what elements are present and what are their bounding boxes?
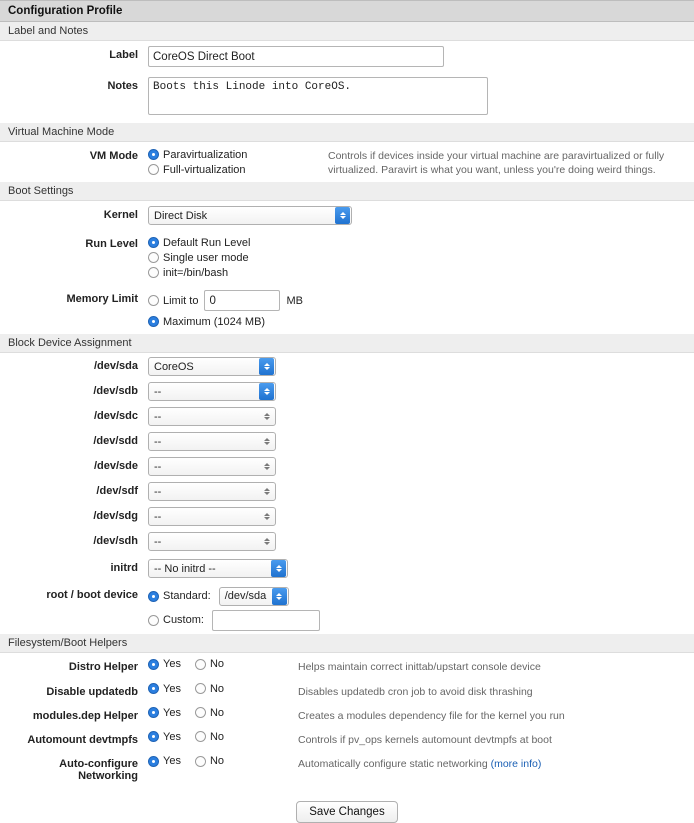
page-title: Configuration Profile	[0, 0, 694, 22]
chevron-updown-icon[interactable]	[272, 588, 287, 605]
run-level-row	[0, 230, 694, 285]
helper-label-auto-configure-networking: Auto-configure Networking	[59, 758, 138, 783]
root-boot-device-options	[148, 586, 694, 630]
device-row-sdc	[0, 403, 694, 428]
helper-row-disable-updatedb	[0, 678, 694, 702]
device-control-sdc	[148, 407, 694, 426]
chevron-updown-icon[interactable]	[259, 483, 274, 500]
helper-yes-label: Yes	[163, 682, 181, 695]
kernel-select-value: Direct Disk	[154, 209, 208, 222]
helper-no-modules-dep[interactable]	[195, 707, 224, 719]
memory-limit-option-maximum-label: Maximum (1024 MB)	[163, 315, 266, 328]
root-standard-select[interactable]	[219, 587, 289, 606]
device-select-sde-value: --	[154, 460, 162, 473]
device-row-sdd	[0, 428, 694, 453]
section-block-device-assignment: Block Device Assignment	[0, 334, 694, 353]
save-button-container	[0, 785, 694, 823]
device-control-sdg	[148, 507, 694, 526]
device-select-sdb-value: --	[154, 385, 162, 398]
device-select-sdf[interactable]	[148, 482, 276, 501]
radio-icon[interactable]	[148, 164, 159, 175]
device-select-sda[interactable]	[148, 357, 276, 376]
device-select-sdc[interactable]	[148, 407, 276, 426]
notes-row	[0, 72, 694, 123]
initrd-select[interactable]	[148, 559, 288, 578]
device-label-sdd: /dev/sdd	[93, 435, 138, 448]
root-standard-label: Standard:	[163, 590, 211, 603]
radio-icon[interactable]	[148, 295, 159, 306]
vm-mode-row	[0, 142, 694, 182]
helper-label-modules-dep: modules.dep Helper	[32, 709, 138, 722]
vm-mode-option-fullvirt-label: Full-virtualization	[163, 163, 246, 176]
memory-limit-option-limit[interactable]	[148, 290, 694, 311]
radio-icon[interactable]	[148, 591, 159, 602]
vm-mode-option-paravirt[interactable]	[148, 147, 328, 162]
device-row-sda	[0, 353, 694, 378]
device-select-sde[interactable]	[148, 457, 276, 476]
device-control-sda	[148, 357, 694, 376]
vm-mode-options	[148, 147, 328, 177]
device-select-sdh-value: --	[154, 535, 162, 548]
helper-label-disable-updatedb: Disable updatedb	[46, 685, 138, 698]
device-control-sdf	[148, 482, 694, 501]
run-level-option-initbash-label: init=/bin/bash	[163, 266, 229, 279]
device-control-sdd	[148, 432, 694, 451]
device-select-sda-value: CoreOS	[154, 360, 194, 373]
label-field-label: Label	[109, 49, 138, 61]
memory-limit-option-maximum[interactable]	[148, 314, 694, 329]
device-control-sdb	[148, 382, 694, 401]
section-label-and-notes: Label and Notes	[0, 22, 694, 41]
helper-yes-distro-helper[interactable]	[148, 658, 181, 670]
device-row-sdg	[0, 503, 694, 528]
device-row-sdb	[0, 378, 694, 403]
root-standard-select-value: /dev/sda	[224, 590, 267, 603]
run-level-option-single-label: Single user mode	[163, 251, 249, 264]
notes-field-label: Notes	[107, 80, 138, 92]
chevron-updown-icon[interactable]	[335, 207, 350, 224]
helper-label-distro-helper: Distro Helper	[68, 661, 138, 674]
run-level-option-initbash[interactable]	[148, 265, 694, 280]
root-custom-input[interactable]	[212, 610, 320, 631]
helper-no-auto-configure-networking[interactable]	[195, 755, 224, 767]
save-changes-button[interactable]: Save Changes	[296, 801, 397, 823]
radio-icon[interactable]	[148, 615, 159, 626]
memory-limit-options	[148, 290, 694, 329]
device-select-sdd[interactable]	[148, 432, 276, 451]
chevron-updown-icon[interactable]	[259, 358, 274, 375]
run-level-option-default[interactable]	[148, 235, 694, 250]
helper-no-label: No	[209, 706, 225, 719]
helper-toggle-modules-dep	[148, 707, 298, 719]
helper-row-distro-helper	[0, 653, 694, 677]
vm-mode-label: VM Mode	[89, 150, 138, 162]
section-virtual-machine-mode: Virtual Machine Mode	[0, 123, 694, 142]
device-select-sdd-value: --	[154, 435, 162, 448]
run-level-option-single[interactable]	[148, 250, 694, 265]
device-row-sdh	[0, 528, 694, 553]
device-control-sdh	[148, 532, 694, 551]
radio-icon[interactable]	[195, 707, 206, 718]
helper-row-modules-dep	[0, 702, 694, 726]
radio-icon[interactable]	[148, 683, 159, 694]
helper-help-distro-helper: Helps maintain correct inittab/upstart console device	[298, 661, 541, 674]
device-label-sdb: /dev/sdb	[93, 385, 138, 398]
helper-no-label: No	[209, 658, 225, 671]
vm-mode-option-fullvirt[interactable]	[148, 162, 328, 177]
helper-yes-disable-updatedb[interactable]	[148, 683, 181, 695]
root-custom-label: Custom:	[163, 614, 204, 627]
helper-no-disable-updatedb[interactable]	[195, 683, 224, 695]
memory-limit-label: Memory Limit	[66, 293, 138, 306]
initrd-label: initrd	[110, 562, 138, 575]
helper-help-auto-configure-networking	[298, 755, 541, 771]
device-select-sdb[interactable]	[148, 382, 276, 401]
vm-mode-help: Controls if devices inside your virtual machine are paravirtualized or fully virtualized. Paravirt is what you want, unless you're doing weird things.	[328, 150, 665, 177]
helper-help-text: Automatically configure static networking	[298, 758, 488, 771]
label-input[interactable]	[148, 46, 444, 67]
section-filesystem-boot-helpers: Filesystem/Boot Helpers	[0, 634, 694, 653]
helper-help-modules-dep: Creates a modules dependency file for the kernel you run	[298, 709, 565, 722]
helper-toggle-auto-configure-networking	[148, 755, 298, 767]
section-boot-settings: Boot Settings	[0, 182, 694, 201]
radio-icon[interactable]	[148, 252, 159, 263]
helper-yes-label: Yes	[163, 706, 181, 719]
root-standard-option[interactable]	[148, 586, 694, 606]
notes-textarea[interactable]	[148, 77, 488, 115]
kernel-control	[148, 206, 694, 225]
radio-icon[interactable]	[195, 659, 206, 670]
radio-icon[interactable]	[148, 149, 159, 160]
chevron-updown-icon[interactable]	[259, 508, 274, 525]
chevron-updown-icon[interactable]	[259, 533, 274, 550]
run-level-label: Run Level	[85, 238, 138, 251]
helper-no-label: No	[209, 755, 225, 768]
chevron-updown-icon[interactable]	[259, 408, 274, 425]
device-row-sdf	[0, 478, 694, 503]
memory-limit-row	[0, 285, 694, 334]
device-label-sdf: /dev/sdf	[96, 485, 138, 498]
device-select-sdh[interactable]	[148, 532, 276, 551]
root-boot-device-row	[0, 580, 694, 634]
helper-yes-label: Yes	[163, 730, 181, 743]
device-label-sda: /dev/sda	[93, 360, 138, 373]
device-label-sde: /dev/sde	[93, 460, 138, 473]
radio-icon[interactable]	[148, 237, 159, 248]
device-select-sdf-value: --	[154, 485, 162, 498]
helper-no-distro-helper[interactable]	[195, 658, 224, 670]
more-info-link[interactable]: (more info)	[490, 758, 542, 771]
helper-label-automount-devtmpfs: Automount devtmpfs	[27, 733, 138, 746]
radio-icon[interactable]	[195, 756, 206, 767]
initrd-row	[0, 553, 694, 580]
chevron-updown-icon[interactable]	[259, 383, 274, 400]
helper-yes-modules-dep[interactable]	[148, 707, 181, 719]
label-row	[0, 41, 694, 72]
radio-icon[interactable]	[148, 756, 159, 767]
initrd-control	[148, 559, 694, 578]
run-level-option-default-label: Default Run Level	[163, 236, 251, 249]
device-row-sde	[0, 453, 694, 478]
helper-yes-automount-devtmpfs[interactable]	[148, 731, 181, 743]
helper-yes-auto-configure-networking[interactable]	[148, 755, 181, 767]
helper-toggle-distro-helper	[148, 658, 298, 670]
device-label-sdh: /dev/sdh	[93, 535, 138, 548]
notes-field-control	[148, 77, 694, 118]
device-label-sdc: /dev/sdc	[93, 410, 138, 423]
device-select-sdg[interactable]	[148, 507, 276, 526]
device-label-sdg: /dev/sdg	[93, 510, 138, 523]
helper-yes-label: Yes	[163, 658, 181, 671]
memory-limit-input[interactable]	[204, 290, 280, 311]
helper-help-disable-updatedb: Disables updatedb cron job to avoid disk thrashing	[298, 685, 533, 698]
chevron-updown-icon[interactable]	[271, 560, 286, 577]
kernel-label: Kernel	[103, 209, 138, 222]
helper-yes-label: Yes	[163, 755, 181, 768]
radio-icon[interactable]	[148, 316, 159, 327]
root-custom-option[interactable]	[148, 610, 694, 630]
radio-icon[interactable]	[195, 683, 206, 694]
run-level-options	[148, 235, 694, 280]
label-field-control	[148, 46, 694, 67]
helper-toggle-automount-devtmpfs	[148, 731, 298, 743]
memory-limit-units: MB	[286, 294, 303, 307]
radio-icon[interactable]	[148, 731, 159, 742]
device-select-sdg-value: --	[154, 510, 162, 523]
root-boot-device-label: root / boot device	[46, 589, 138, 602]
helper-no-automount-devtmpfs[interactable]	[195, 731, 224, 743]
kernel-row	[0, 201, 694, 230]
radio-icon[interactable]	[148, 267, 159, 278]
helper-no-label: No	[209, 730, 225, 743]
helper-toggle-disable-updatedb	[148, 683, 298, 695]
helper-no-label: No	[209, 682, 225, 695]
kernel-select[interactable]	[148, 206, 352, 225]
chevron-updown-icon[interactable]	[259, 458, 274, 475]
radio-icon[interactable]	[148, 659, 159, 670]
helper-row-automount-devtmpfs	[0, 726, 694, 750]
device-select-sdc-value: --	[154, 410, 162, 423]
helper-help-automount-devtmpfs: Controls if pv_ops kernels automount devtmpfs at boot	[298, 733, 552, 746]
initrd-select-value: -- No initrd --	[154, 562, 216, 575]
radio-icon[interactable]	[148, 707, 159, 718]
vm-mode-option-paravirt-label: Paravirtualization	[163, 148, 248, 161]
helper-row-auto-configure-networking	[0, 750, 694, 785]
memory-limit-option-limit-label: Limit to	[163, 294, 199, 307]
chevron-updown-icon[interactable]	[259, 433, 274, 450]
device-control-sde	[148, 457, 694, 476]
radio-icon[interactable]	[195, 731, 206, 742]
